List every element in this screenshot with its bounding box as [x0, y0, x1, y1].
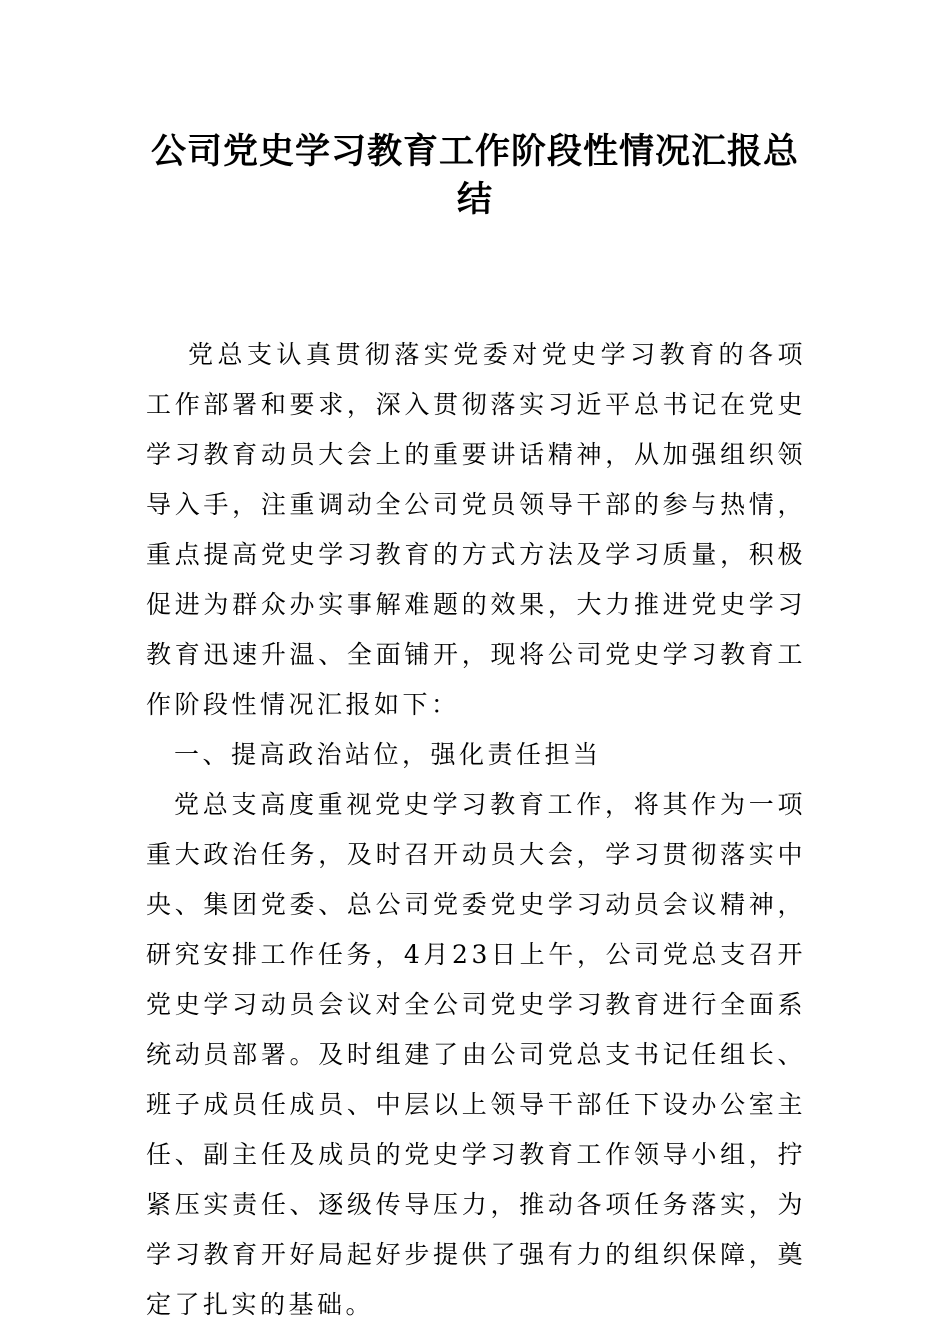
document-title: 公司党史学习教育工作阶段性情况汇报总结	[150, 131, 799, 220]
paragraph-section-1: 党总支高度重视党史学习教育工作，将其作为一项重大政治任务，及时召开动员大会，学习贯彻落实中央、集团党委、总公司党委党史学习动员会议精神，研究安排工作任务，4月23日上午，公司党总支召开党史学习动员会议对全公司党史学习教育进行全面系统动员部署。及时组建了由公司党总支书记任组长、班子成员任成员、中层以上领导干部任下设办公室主任、副主任及成员的党史学习教育工作领导小组，拧紧压实责任、逐级传导压力，推动各项任务落实，为学习教育开好局起好步提供了强有力的组织保障，奠定了扎实的基础。	[146, 790, 806, 1319]
section-heading-1: 一、提高政治站位，强化责任担当	[174, 740, 602, 769]
paragraph-intro: 党总支认真贯彻落实党委对党史学习教育的各项工作部署和要求，深入贯彻落实习近平总书记在党史学习教育动员大会上的重要讲话精神，从加强组织领导入手，注重调动全公司党员领导干部的参与热情，重点提高党史学习教育的方式方法及学习质量，积极促进为群众办实事解难题的效果，大力推进党史学习教育迅速升温、全面铺开，现将公司党史学习教育工作阶段性情况汇报如下：	[146, 340, 806, 719]
document-body	[146, 330, 806, 1330]
